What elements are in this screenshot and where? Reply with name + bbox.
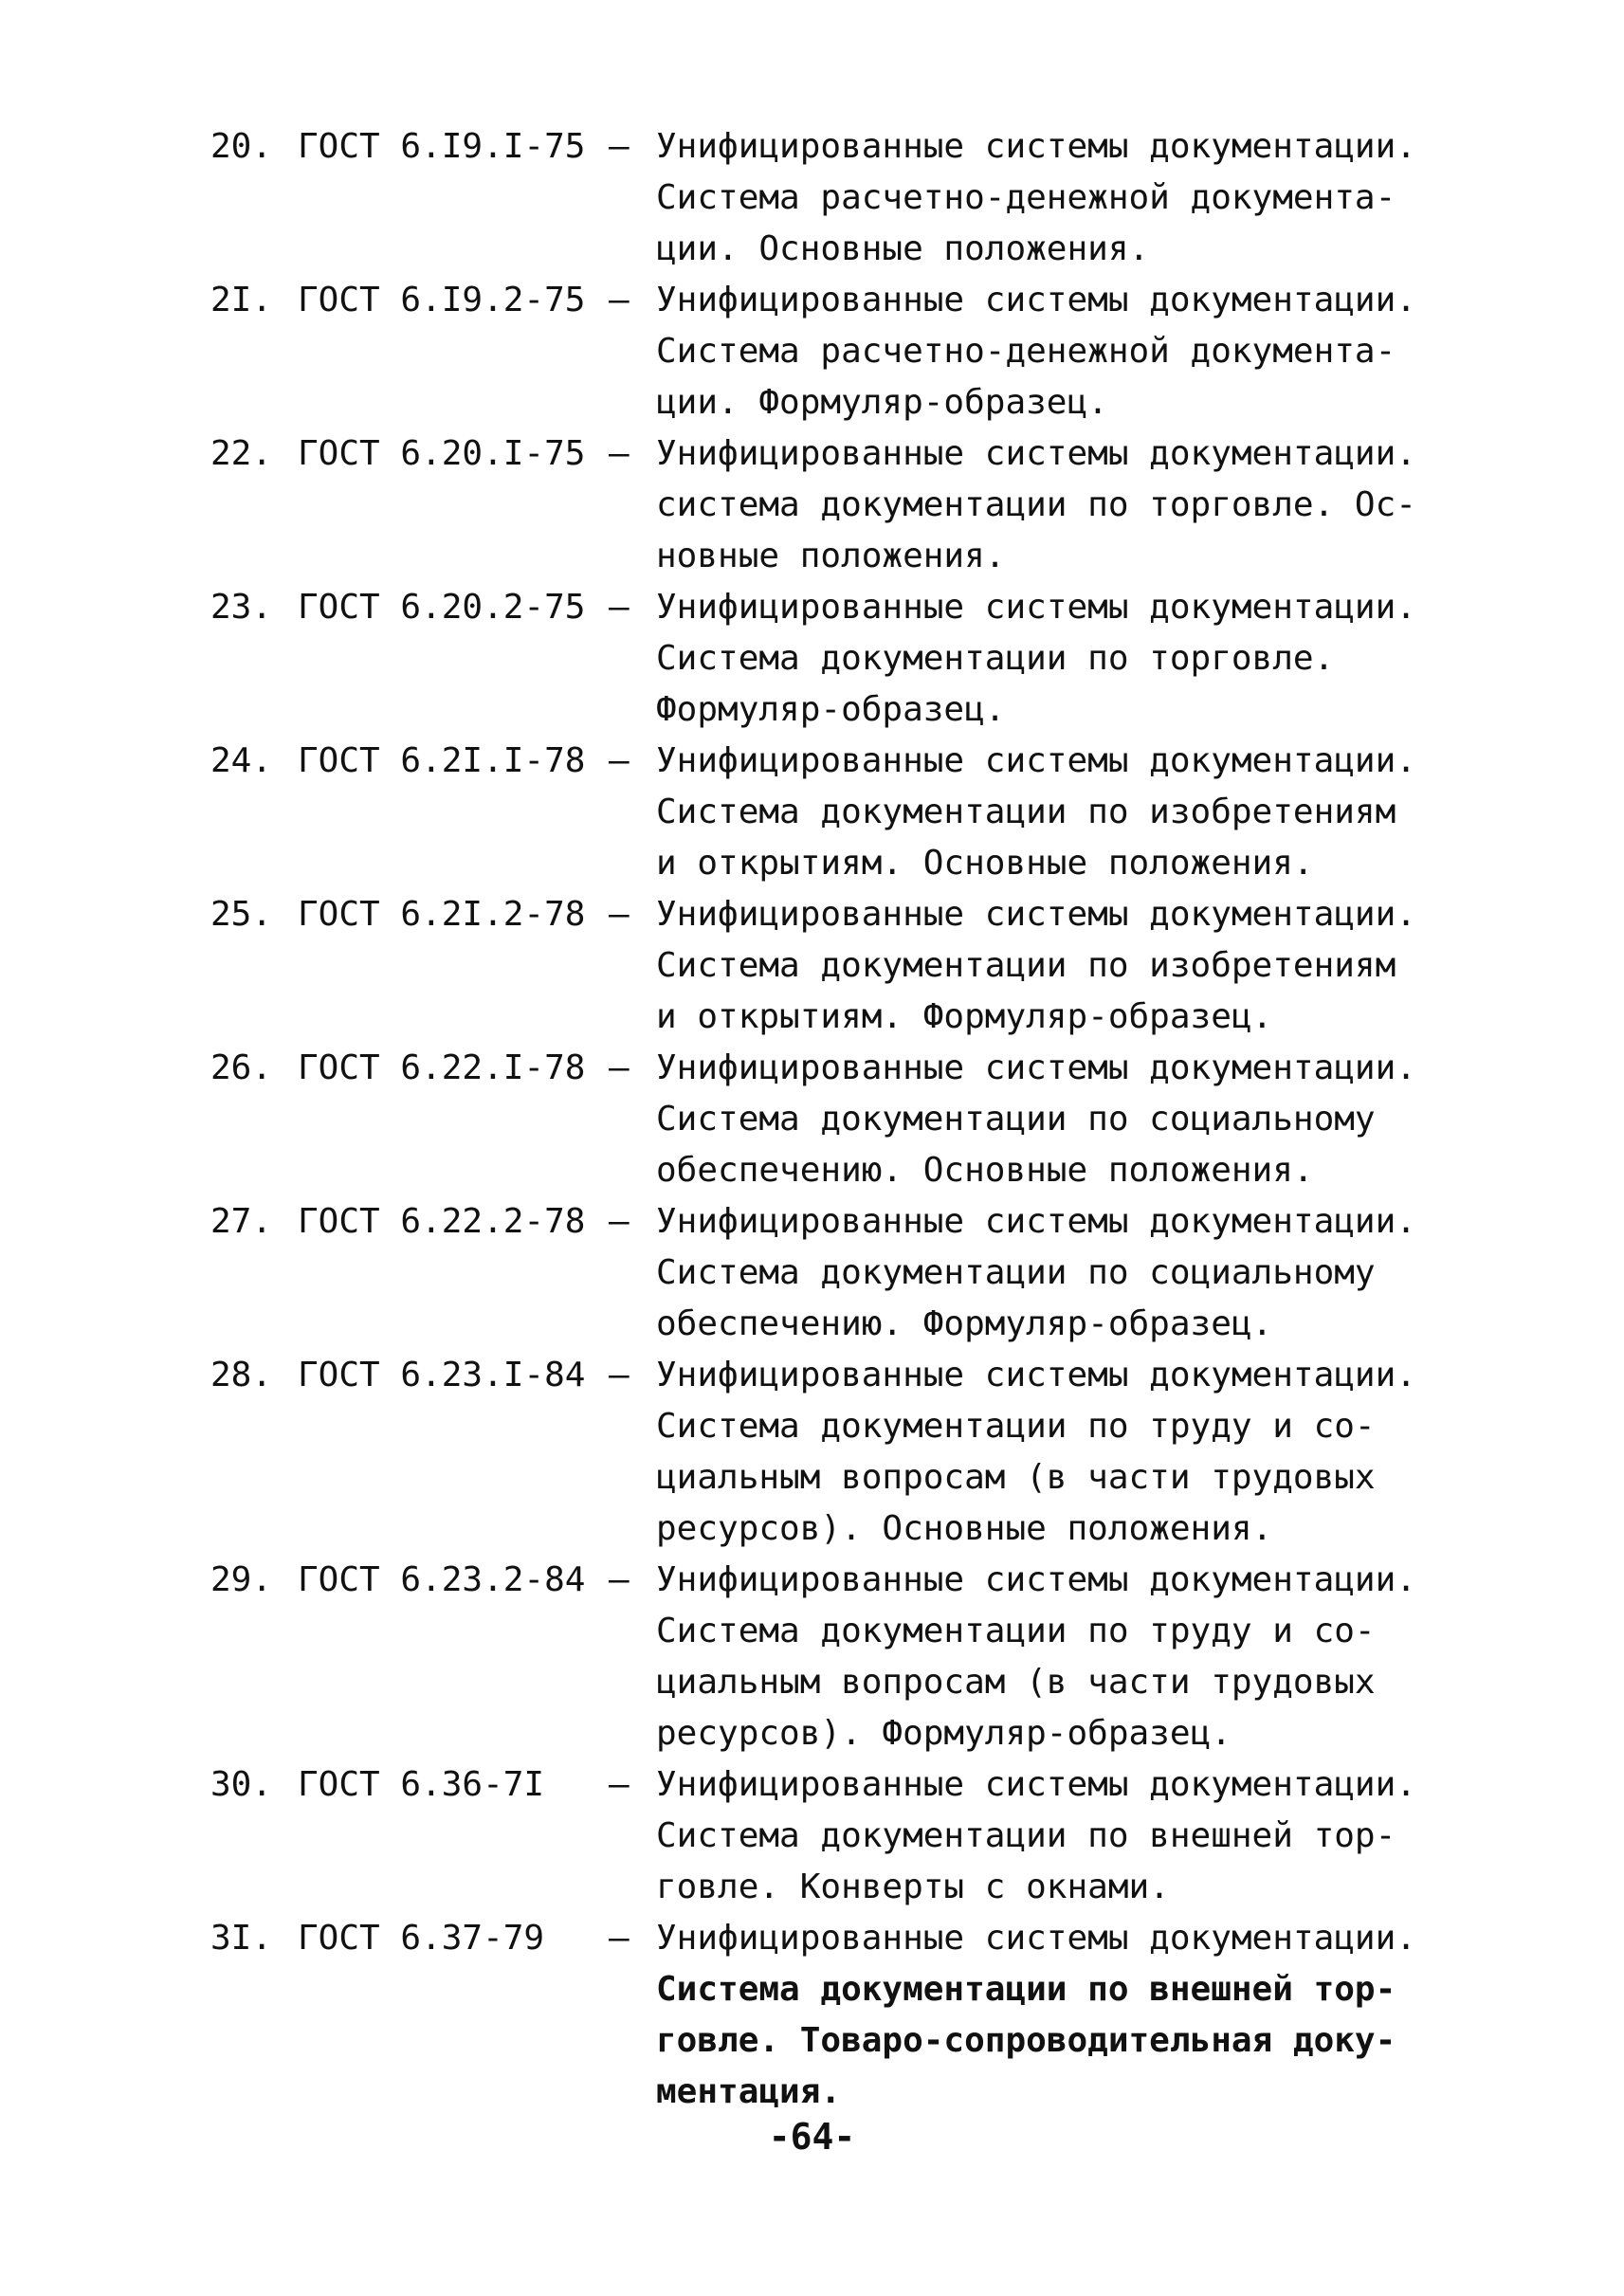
separator-dash: – xyxy=(609,1048,630,1087)
item-number: 29. xyxy=(210,1560,273,1599)
description-line: Формуляр-образец. xyxy=(656,690,1006,729)
standard-code: ГОСТ 6.I9.I-75 xyxy=(298,127,586,166)
separator-dash: – xyxy=(609,1560,630,1599)
separator-dash: – xyxy=(609,127,630,166)
description-line: Система документации по социальному xyxy=(656,1100,1376,1139)
separator-dash: – xyxy=(609,1356,630,1394)
standards-list xyxy=(210,121,1538,2118)
description-line: Унифицированные системы документации. xyxy=(656,127,1416,166)
item-number: 20. xyxy=(210,127,273,166)
description-line: и открытиям. Формуляр-образец. xyxy=(656,997,1273,1036)
list-item xyxy=(210,582,1538,736)
description-line: обеспечению. Формуляр-образец. xyxy=(656,1304,1273,1343)
description-line: Система документации по внешней тор- xyxy=(656,1970,1396,2009)
item-description xyxy=(656,428,1509,582)
description-line: новные положения. xyxy=(656,537,1006,575)
description-line: Унифицированные системы документации. xyxy=(656,1356,1416,1394)
item-description xyxy=(656,1196,1509,1350)
description-line: Унифицированные системы документации. xyxy=(656,1048,1416,1087)
list-item xyxy=(210,121,1538,275)
list-item xyxy=(210,1196,1538,1350)
separator-dash: – xyxy=(609,588,630,627)
item-description xyxy=(656,1759,1509,1913)
description-line: ции. Формуляр-образец. xyxy=(656,383,1108,422)
description-line: Система расчетно-денежной документа- xyxy=(656,178,1396,217)
description-line: Унифицированные системы документации. xyxy=(656,281,1416,319)
list-item xyxy=(210,1555,1538,1759)
standard-code: ГОСТ 6.23.I-84 xyxy=(298,1356,586,1394)
item-description xyxy=(656,275,1509,428)
item-number: 23. xyxy=(210,588,273,627)
item-number: 2I. xyxy=(210,281,273,319)
description-line: Система документации по торговле. xyxy=(656,639,1335,678)
list-item xyxy=(210,889,1538,1043)
list-item xyxy=(210,1759,1538,1913)
item-description xyxy=(656,1913,1509,2118)
page-number: -64- xyxy=(768,2116,856,2158)
item-number: 28. xyxy=(210,1356,273,1394)
description-line: Унифицированные системы документации. xyxy=(656,1202,1416,1241)
item-number: 30. xyxy=(210,1765,273,1804)
list-item xyxy=(210,1043,1538,1196)
description-line: Унифицированные системы документации. xyxy=(656,741,1416,780)
separator-dash: – xyxy=(609,1202,630,1241)
description-line: и открытиям. Основные положения. xyxy=(656,844,1314,883)
standard-code: ГОСТ 6.2I.I-78 xyxy=(298,741,586,780)
standard-code: ГОСТ 6.20.2-75 xyxy=(298,588,586,627)
list-item xyxy=(210,736,1538,889)
standard-code: ГОСТ 6.20.I-75 xyxy=(298,434,586,473)
description-line: Унифицированные системы документации. xyxy=(656,1765,1416,1804)
item-description xyxy=(656,736,1509,889)
item-description xyxy=(656,582,1509,736)
description-line: Система документации по труду и со- xyxy=(656,1612,1376,1650)
description-line: Система документации по внешней тор- xyxy=(656,1816,1396,1855)
description-line: ресурсов). Основные положения. xyxy=(656,1509,1273,1548)
list-item xyxy=(210,428,1538,582)
list-item xyxy=(210,275,1538,428)
description-line: Унифицированные системы документации. xyxy=(656,1560,1416,1599)
item-number: 27. xyxy=(210,1202,273,1241)
description-line: ментация. xyxy=(656,2072,842,2111)
description-line: Система документации по труду и со- xyxy=(656,1407,1376,1446)
standard-code: ГОСТ 6.23.2-84 xyxy=(298,1560,586,1599)
description-line: обеспечению. Основные положения. xyxy=(656,1151,1314,1190)
item-number: 25. xyxy=(210,895,273,934)
item-number: 3I. xyxy=(210,1919,273,1958)
description-line: Система документации по социальному xyxy=(656,1253,1376,1292)
separator-dash: – xyxy=(609,1919,630,1958)
separator-dash: – xyxy=(609,741,630,780)
description-line: циальным вопросам (в части трудовых xyxy=(656,1663,1376,1702)
separator-dash: – xyxy=(609,434,630,473)
standard-code: ГОСТ 6.22.2-78 xyxy=(298,1202,586,1241)
item-number: 26. xyxy=(210,1048,273,1087)
item-number: 24. xyxy=(210,741,273,780)
description-line: Унифицированные системы документации. xyxy=(656,434,1416,473)
separator-dash: – xyxy=(609,281,630,319)
description-line: ции. Основные положения. xyxy=(656,229,1150,268)
item-description xyxy=(656,889,1509,1043)
description-line: Система документации по изобретениям xyxy=(656,946,1396,985)
description-line: Унифицированные системы документации. xyxy=(656,1919,1416,1958)
item-number: 22. xyxy=(210,434,273,473)
standard-code: ГОСТ 6.37-79 xyxy=(298,1919,545,1958)
description-line: Система документации по изобретениям xyxy=(656,793,1396,831)
standard-code: ГОСТ 6.22.I-78 xyxy=(298,1048,586,1087)
description-line: Унифицированные системы документации. xyxy=(656,895,1416,934)
separator-dash: – xyxy=(609,895,630,934)
separator-dash: – xyxy=(609,1765,630,1804)
description-line: Система расчетно-денежной документа- xyxy=(656,332,1396,371)
list-item xyxy=(210,1913,1538,2118)
item-description xyxy=(656,1350,1509,1555)
standard-code: ГОСТ 6.36-7I xyxy=(298,1765,545,1804)
standard-code: ГОСТ 6.I9.2-75 xyxy=(298,281,586,319)
description-line: ресурсов). Формуляр-образец. xyxy=(656,1714,1232,1753)
description-line: говле. Конверты с окнами. xyxy=(656,1868,1170,1906)
description-line: система документации по торговле. Ос- xyxy=(656,485,1416,524)
standard-code: ГОСТ 6.2I.2-78 xyxy=(298,895,586,934)
description-line: говле. Товаро-сопроводительная доку- xyxy=(656,2021,1396,2060)
description-line: Унифицированные системы документации. xyxy=(656,588,1416,627)
item-description xyxy=(656,121,1509,275)
list-item xyxy=(210,1350,1538,1555)
item-description xyxy=(656,1555,1509,1759)
description-line: циальным вопросам (в части трудовых xyxy=(656,1458,1376,1497)
item-description xyxy=(656,1043,1509,1196)
